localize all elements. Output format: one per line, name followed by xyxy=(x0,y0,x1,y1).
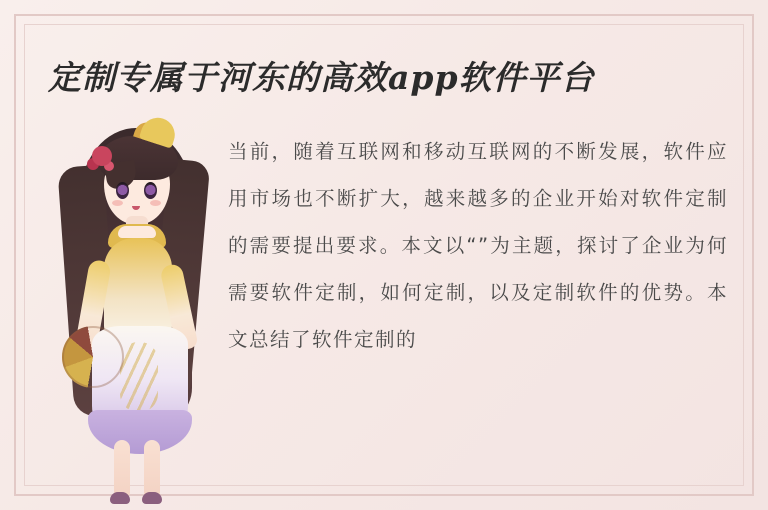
collar-trim xyxy=(118,226,156,238)
shoe-left xyxy=(110,492,130,504)
character-illustration xyxy=(46,110,226,440)
fan-rim xyxy=(62,326,124,388)
leg-left xyxy=(114,440,130,500)
eye-right xyxy=(144,182,157,199)
page-title: 定制专属于河东的高效app软件平台 xyxy=(48,58,595,97)
dress-pattern xyxy=(120,342,158,412)
blush-right xyxy=(150,200,161,206)
eye-left xyxy=(116,182,129,199)
leg-right xyxy=(144,440,160,500)
body-paragraph: 当前，随着互联网和移动互联网的不断发展，软件应用市场也不断扩大，越来越多的企业开始对软件定制的需要提出要求。本文以“”为主题，探讨了企业为何需要软件定制，如何定制，以及定制软件的优势。本文总结了软件定制的 xyxy=(228,140,728,351)
blush-left xyxy=(112,200,123,206)
hair-flower-icon xyxy=(92,146,112,166)
shoe-right xyxy=(142,492,162,504)
